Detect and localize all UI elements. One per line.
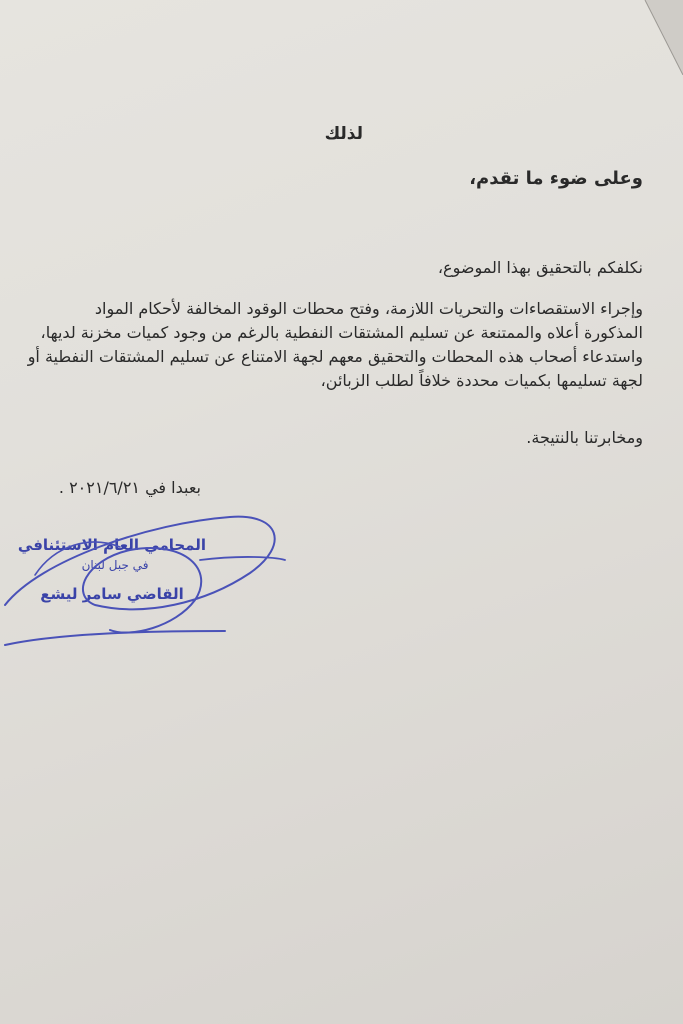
paragraph-instructions	[28, 297, 643, 393]
document-heading: لذلك	[324, 124, 363, 144]
paragraph-assignment: نكلفكم بالتحقيق بهذا الموضوع،	[437, 258, 643, 277]
stamp-judge-name: القاضي سامر ليشع	[40, 585, 184, 603]
handwritten-signature	[0, 505, 290, 655]
paragraph-line: لجهة تسليمها بكميات محددة خلافاً لطلب الزبائن،	[320, 371, 643, 390]
page-corner-fold	[623, 0, 683, 75]
paragraph-closing: ومخابرتنا بالنتيجة.	[526, 428, 643, 447]
stamp-title: المحامي العام الاستئنافي	[17, 536, 206, 554]
document-date: بعبدا في ٢٠٢١/٦/٢١ .	[58, 478, 201, 497]
paragraph-line: وإجراء الاستقصاءات والتحريات اللازمة، وفتح محطات الوقود المخالفة لأحكام المواد	[94, 299, 643, 318]
stamp-subtitle: في جبل لبنان	[81, 558, 149, 572]
paragraph-line: المذكورة أعلاه والممتنعة عن تسليم المشتقات النفطية بالرغم من وجود كميات مخزنة لديها،	[40, 323, 643, 342]
document-subheading: وعلى ضوء ما تقدم،	[469, 168, 643, 189]
paragraph-line: واستدعاء أصحاب هذه المحطات والتحقيق معهم لجهة الامتناع عن تسليم المشتقات النفطية أو	[27, 347, 643, 366]
